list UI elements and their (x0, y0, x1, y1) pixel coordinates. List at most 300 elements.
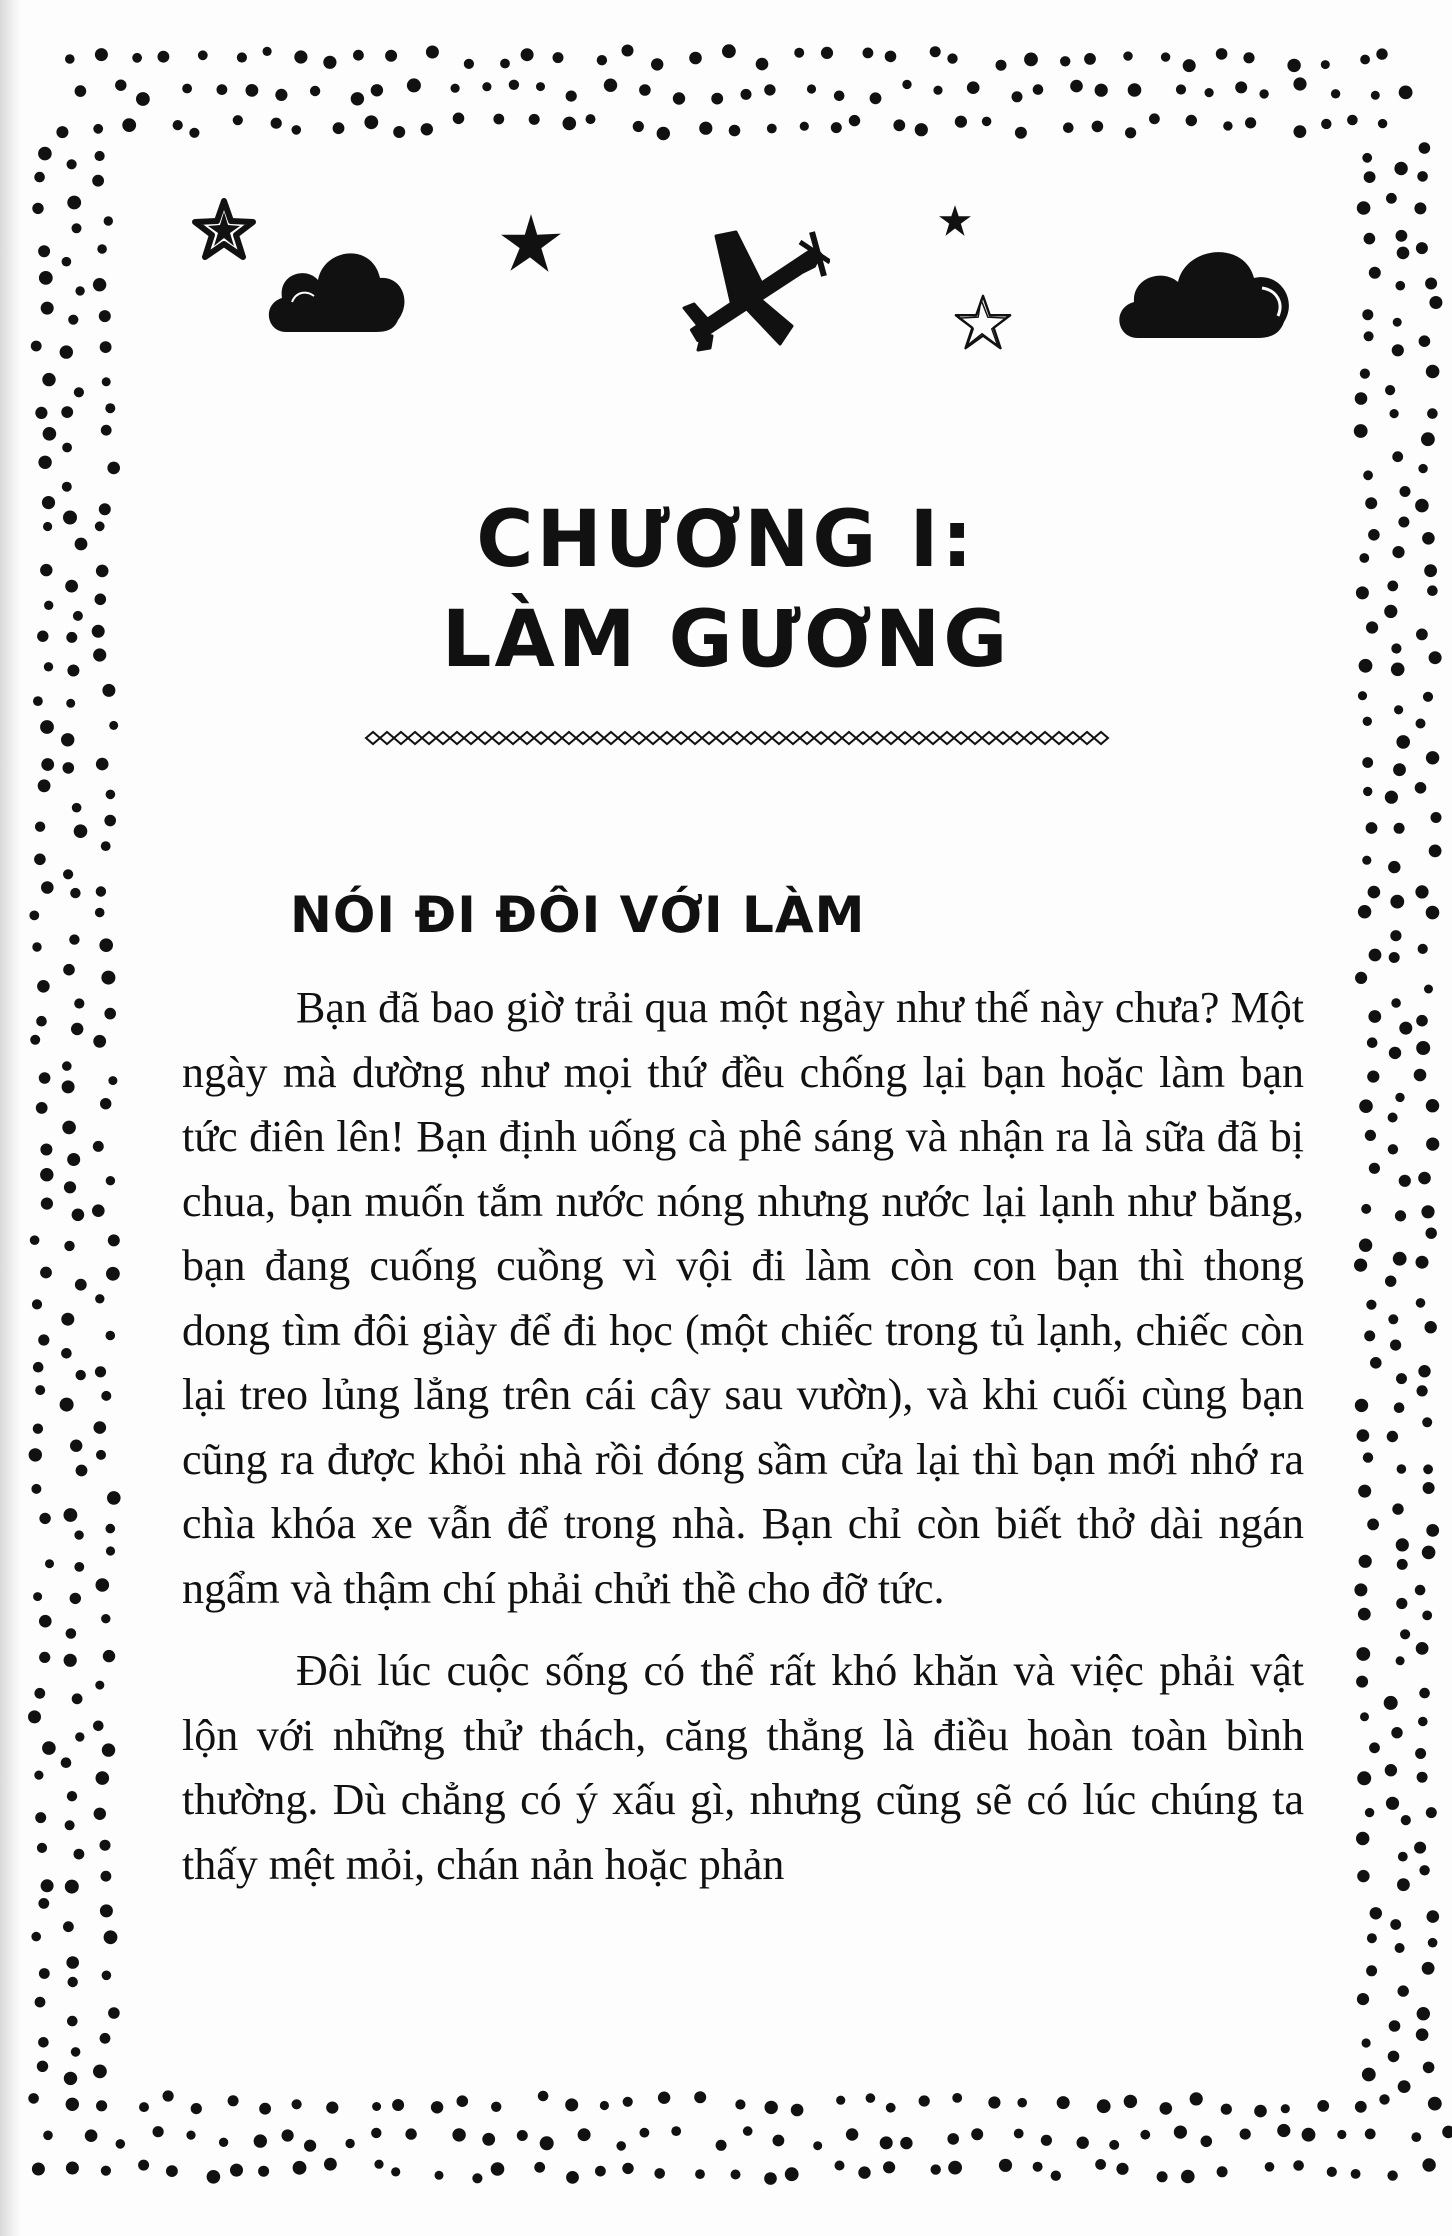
border-dot (104, 216, 113, 225)
border-dot (600, 2101, 609, 2110)
border-dot (1388, 861, 1400, 873)
divider-diamond (870, 732, 884, 744)
border-dot (431, 2101, 443, 2113)
border-dot (1392, 451, 1403, 462)
border-dot (482, 2133, 495, 2146)
border-dot (1370, 1907, 1382, 1919)
border-dot (1397, 247, 1410, 260)
border-dot (491, 2102, 501, 2112)
border-dot (33, 696, 43, 706)
border-dot (1245, 117, 1256, 128)
border-dot (1181, 2170, 1195, 2184)
border-dot (39, 1615, 52, 1628)
border-dot (1364, 1330, 1375, 1341)
border-dot (1423, 2062, 1435, 2074)
border-dot (1393, 318, 1402, 327)
border-dot (1395, 1943, 1405, 1953)
border-dot (633, 121, 644, 132)
border-dot (863, 48, 874, 59)
border-dot (1367, 1933, 1377, 1943)
border-dot (1415, 1585, 1426, 1596)
border-dot (1321, 119, 1331, 129)
border-dot (1398, 1985, 1409, 1996)
border-dot (391, 2167, 400, 2176)
border-dot (1422, 1611, 1432, 1621)
border-dot (106, 1331, 116, 1341)
border-dot (711, 93, 723, 105)
border-dot (94, 1421, 107, 1434)
border-dot (1423, 1482, 1435, 1494)
border-dot (1442, 2126, 1452, 2139)
border-dot (37, 1843, 47, 1853)
border-dot (1243, 52, 1254, 63)
border-dot (1393, 763, 1406, 776)
border-dot (1422, 1546, 1436, 1560)
border-dot (62, 443, 72, 453)
border-dot (1384, 1696, 1398, 1710)
border-dot (1363, 717, 1372, 726)
border-dot (72, 803, 82, 813)
border-dot (96, 758, 109, 771)
divider-diamond (1066, 732, 1080, 744)
border-dot (31, 1932, 41, 1942)
border-dot (41, 881, 54, 894)
border-dot (158, 51, 170, 63)
border-dot (1392, 344, 1404, 356)
border-dot (1116, 2163, 1128, 2175)
border-dot (35, 1812, 46, 1823)
border-dot (106, 1176, 115, 1185)
border-dot (1351, 2169, 1361, 2179)
border-dot (30, 1035, 40, 1045)
border-dot (219, 2138, 228, 2147)
border-dot (764, 2172, 777, 2185)
divider-diamond (772, 732, 786, 744)
border-dot (310, 86, 320, 96)
divider-diamond (744, 732, 758, 744)
border-dot (671, 2126, 681, 2136)
border-dot (622, 45, 634, 57)
chapter-title (0, 490, 1452, 690)
border-dot (1092, 121, 1104, 133)
border-dot (66, 1628, 77, 1639)
border-dot (1426, 1138, 1439, 1151)
divider-diamond (940, 732, 954, 744)
border-dot (1418, 1365, 1430, 1377)
border-dot (1070, 80, 1083, 93)
airplane-icon (680, 222, 830, 352)
border-dot (1060, 56, 1070, 66)
border-dot (1431, 812, 1442, 823)
border-dot (1390, 930, 1401, 941)
border-dot (45, 1559, 54, 1568)
border-dot (1426, 365, 1440, 379)
divider-diamond (366, 732, 380, 744)
border-dot (1422, 1962, 1435, 1975)
border-dot (767, 124, 777, 134)
border-dot (138, 2160, 149, 2171)
divider-diamond (702, 732, 716, 744)
border-dot (67, 1153, 80, 1166)
border-dot (1186, 115, 1197, 126)
border-dot (1418, 1717, 1428, 1727)
border-dot (1422, 2158, 1435, 2171)
border-dot (40, 720, 54, 734)
border-dot (1357, 1993, 1369, 2005)
border-dot (1423, 1464, 1433, 1474)
border-dot (38, 147, 52, 161)
border-dot (536, 82, 545, 91)
border-dot (1417, 1385, 1428, 1396)
border-dot (72, 1209, 85, 1222)
border-dot (1396, 1538, 1409, 1551)
border-dot (1379, 2094, 1389, 2104)
border-dot (1388, 2051, 1400, 2063)
border-dot (102, 1743, 115, 1756)
border-dot (756, 58, 769, 71)
border-dot (74, 1849, 85, 1860)
divider-diamond (660, 732, 674, 744)
border-dot (1390, 1340, 1401, 1351)
border-dot (451, 84, 460, 93)
divider-diamond (996, 732, 1010, 744)
border-dot (1041, 2135, 1052, 2146)
divider-diamond (422, 732, 436, 744)
border-dot (34, 172, 45, 183)
border-dot (1414, 202, 1426, 214)
border-dot (93, 1721, 104, 1732)
border-dot (39, 1513, 50, 1524)
border-dot (1419, 1688, 1430, 1699)
border-dot (931, 2164, 941, 2174)
border-dot (254, 2134, 267, 2147)
border-dot (1183, 59, 1196, 72)
border-dot (948, 2161, 962, 2175)
border-dot (1355, 2101, 1367, 2113)
border-dot (858, 2166, 870, 2178)
border-dot (1367, 1071, 1379, 1083)
border-dot (74, 824, 88, 838)
border-dot (42, 1741, 56, 1755)
border-dot (1369, 267, 1381, 279)
border-dot (1416, 2028, 1429, 2041)
border-dot (800, 122, 809, 131)
border-dot (65, 54, 75, 64)
border-dot (538, 2091, 549, 2102)
border-dot (393, 126, 405, 138)
border-dot (75, 85, 87, 97)
border-dot (1417, 2007, 1430, 2020)
border-dot (955, 116, 967, 128)
border-dot (233, 115, 243, 125)
divider-diamond (380, 732, 394, 744)
border-dot (1385, 385, 1395, 395)
border-dot (1057, 2096, 1070, 2109)
border-dot (1421, 432, 1435, 446)
border-dot (1337, 2130, 1346, 2139)
border-dot (1416, 719, 1426, 729)
border-dot (1394, 823, 1405, 834)
border-dot (217, 84, 228, 95)
border-dot (743, 2126, 753, 2136)
border-dot (72, 1693, 83, 1704)
border-dot (74, 1530, 83, 1539)
border-dot (1367, 1519, 1379, 1531)
divider-diamond (786, 732, 800, 744)
border-dot (63, 762, 75, 774)
border-dot (1392, 1503, 1403, 1514)
border-dot (101, 1614, 110, 1623)
border-dot (952, 2093, 962, 2103)
border-dot (72, 223, 82, 233)
border-dot (1361, 1204, 1371, 1214)
border-dot (63, 869, 73, 879)
border-dot (1176, 84, 1186, 94)
border-dot (29, 911, 39, 921)
border-dot (1281, 2104, 1290, 2113)
border-dot (371, 84, 383, 96)
divider-diamond (884, 732, 898, 744)
border-dot (292, 125, 302, 135)
border-dot (1359, 1239, 1372, 1252)
border-dot (695, 2169, 705, 2179)
border-dot (63, 964, 75, 976)
border-dot (1390, 1919, 1401, 1930)
border-dot (28, 2093, 39, 2104)
border-dot (1077, 2137, 1089, 2149)
border-dot (385, 50, 397, 62)
border-dot (32, 942, 41, 951)
border-dot (1369, 949, 1382, 962)
border-dot (230, 2164, 243, 2177)
border-dot (1161, 52, 1170, 61)
border-dot (104, 1008, 116, 1020)
border-dot (1356, 1832, 1369, 1845)
border-dot (509, 80, 519, 90)
border-dot (821, 47, 833, 59)
border-dot (75, 286, 84, 295)
border-dot (1385, 1764, 1397, 1776)
border-dot (39, 1652, 50, 1663)
border-dot (1417, 1772, 1428, 1783)
border-dot (153, 2126, 164, 2137)
border-dot (68, 1977, 78, 1987)
border-dot (1024, 53, 1038, 67)
border-dot (351, 92, 364, 105)
divider-diamond (982, 732, 996, 744)
border-dot (31, 1484, 41, 1494)
border-dot (1419, 142, 1431, 154)
border-dot (1415, 885, 1428, 898)
border-dot (1369, 1163, 1380, 1174)
border-dot (35, 407, 47, 419)
border-dot (1140, 2130, 1150, 2140)
border-dot (1387, 2170, 1397, 2180)
border-dot (60, 345, 73, 358)
border-dot (566, 91, 577, 102)
border-dot (67, 1791, 77, 1801)
border-dot (64, 1508, 78, 1522)
border-dot (374, 2160, 383, 2169)
border-dot (764, 84, 775, 95)
border-dot (1294, 125, 1307, 138)
border-dot (139, 2102, 149, 2112)
border-dot (182, 84, 192, 94)
divider-diamond (632, 732, 646, 744)
border-dot (915, 123, 928, 136)
border-dot (43, 427, 57, 441)
border-dot (106, 790, 116, 800)
border-dot (1125, 127, 1136, 138)
divider-diamond (646, 732, 660, 744)
border-dot (1354, 424, 1368, 438)
border-dot (67, 196, 81, 210)
border-dot (38, 779, 51, 792)
border-dot (65, 1880, 79, 1894)
border-dot (1287, 59, 1300, 72)
border-dot (1347, 115, 1358, 126)
border-dot (108, 1234, 120, 1246)
border-dot (880, 2136, 893, 2149)
divider-diamond (912, 732, 926, 744)
border-dot (42, 373, 55, 386)
border-dot (1123, 51, 1132, 60)
border-dot (1360, 369, 1370, 379)
border-dot (902, 80, 911, 89)
border-dot (1358, 905, 1371, 918)
border-dot (540, 2136, 554, 2150)
border-dot (186, 2131, 195, 2140)
border-dot (457, 2095, 469, 2107)
border-dot (534, 2162, 545, 2173)
divider-diamond (590, 732, 604, 744)
border-dot (1429, 845, 1442, 858)
border-dot (1217, 2166, 1228, 2177)
border-dot (1358, 1485, 1371, 1498)
border-dot (326, 2102, 338, 2114)
border-dot (1221, 2104, 1232, 2115)
border-dot (578, 2128, 591, 2141)
border-dot (61, 733, 74, 746)
border-dot (1395, 1093, 1404, 1102)
border-dot (93, 2065, 107, 2079)
border-dot (93, 1035, 106, 1048)
border-dot (1416, 1642, 1429, 1655)
border-dot (74, 387, 84, 397)
border-dot (1084, 53, 1096, 65)
border-dot (846, 2128, 858, 2140)
border-dot (464, 59, 474, 69)
border-dot (1391, 1727, 1402, 1738)
border-dot (1014, 2129, 1024, 2139)
paragraph: Đôi lúc cuộc sống có thể rất khó khăn và việc phải vật lộn với những thử thách, căng thẳng là điều hoàn toàn bình thường. Dù chẳng có ý xấu gì, nhưng cũng sẽ có lúc chúng ta thấy mệt mỏi, chán nản hoặc phản (182, 1646, 1304, 1889)
border-dot (70, 1593, 81, 1604)
border-dot (1097, 2099, 1111, 2113)
border-dot (62, 1121, 76, 1135)
border-dot (426, 46, 439, 59)
border-dot (453, 113, 465, 125)
border-dot (36, 1016, 47, 1027)
border-dot (773, 2135, 785, 2147)
border-dot (1385, 791, 1398, 804)
border-dot (271, 118, 282, 129)
border-dot (563, 117, 577, 131)
border-dot (831, 122, 842, 133)
border-dot (1428, 2097, 1442, 2111)
border-dot (1363, 787, 1372, 796)
border-dot (1417, 171, 1428, 182)
border-dot (35, 1385, 45, 1395)
border-dot (1415, 782, 1427, 794)
border-dot (1423, 692, 1433, 702)
border-dot (35, 1997, 46, 2008)
border-dot (95, 151, 105, 161)
border-dot (132, 53, 142, 63)
border-dot (604, 79, 617, 92)
border-dot (1419, 1865, 1429, 1875)
border-dot (35, 822, 45, 832)
border-dot (36, 1102, 48, 1114)
divider-diamond (450, 732, 464, 744)
border-dot (1424, 985, 1433, 994)
border-dot (919, 2095, 930, 2106)
border-dot (101, 1871, 112, 1882)
divider-diamond (688, 732, 702, 744)
border-dot (1426, 751, 1439, 764)
border-dot (1398, 2080, 1411, 2093)
border-dot (947, 53, 957, 63)
divider-diamond (800, 732, 814, 744)
border-dot (1095, 2159, 1106, 2170)
border-dot (1399, 86, 1413, 100)
border-dot (107, 462, 120, 475)
border-dot (517, 2130, 528, 2141)
border-dot (566, 2171, 579, 2184)
border-dot (61, 1313, 74, 1326)
border-dot (1358, 691, 1367, 700)
border-dot (92, 175, 104, 187)
border-dot (103, 1650, 115, 1662)
border-dot (69, 934, 79, 944)
divider-diamond (478, 732, 492, 744)
border-dot (101, 841, 111, 851)
border-dot (33, 1592, 42, 1601)
border-dot (407, 78, 421, 92)
border-dot (586, 114, 596, 124)
border-dot (1015, 127, 1027, 139)
border-dot (1399, 1022, 1412, 1035)
border-dot (1357, 1429, 1370, 1442)
border-dot (1124, 2095, 1137, 2108)
border-dot (1396, 281, 1406, 291)
paragraph: Bạn đã bao giờ trải qua một ngày như thế này chưa? Một ngày mà dường như mọi thứ đều chống lại bạn hoặc làm bạn tức điên lên! Bạn định uống cà phê sáng và nhận ra là sữa đã bị chua, bạn muốn tắm nước nóng nhưng nước lại lạnh như băng, bạn đang cuống cuồng vì vội đi làm còn con bạn thì thong dong tìm đôi giày để đi học (một chiếc trong tủ lạnh, chiếc còn lại treo lủng lẳng trên cái cây sau vườn), và khi cuối cùng bạn cũng ra được khỏi nhà rồi đóng sầm cửa lại thì bạn mới nhớ ra chìa khóa xe vẫn để trong nhà. Bạn chỉ còn biết thở dài ngán ngẩm và thậm chí phải chửi thề cho đỡ tức. (182, 983, 1304, 1613)
border-dot (28, 1710, 41, 1723)
border-dot (68, 315, 78, 325)
border-dot (1357, 1870, 1369, 1882)
border-dot (1157, 2171, 1168, 2182)
border-dot (324, 2158, 337, 2171)
border-dot (967, 81, 980, 94)
border-dot (109, 721, 118, 730)
border-dot (1160, 2102, 1173, 2115)
border-dot (1365, 1808, 1374, 1817)
border-dot (493, 114, 504, 125)
border-dot (1427, 408, 1438, 419)
divider-diamond (534, 732, 548, 744)
border-dot (228, 2095, 239, 2106)
border-dot (62, 257, 72, 267)
border-dot (1390, 409, 1399, 418)
